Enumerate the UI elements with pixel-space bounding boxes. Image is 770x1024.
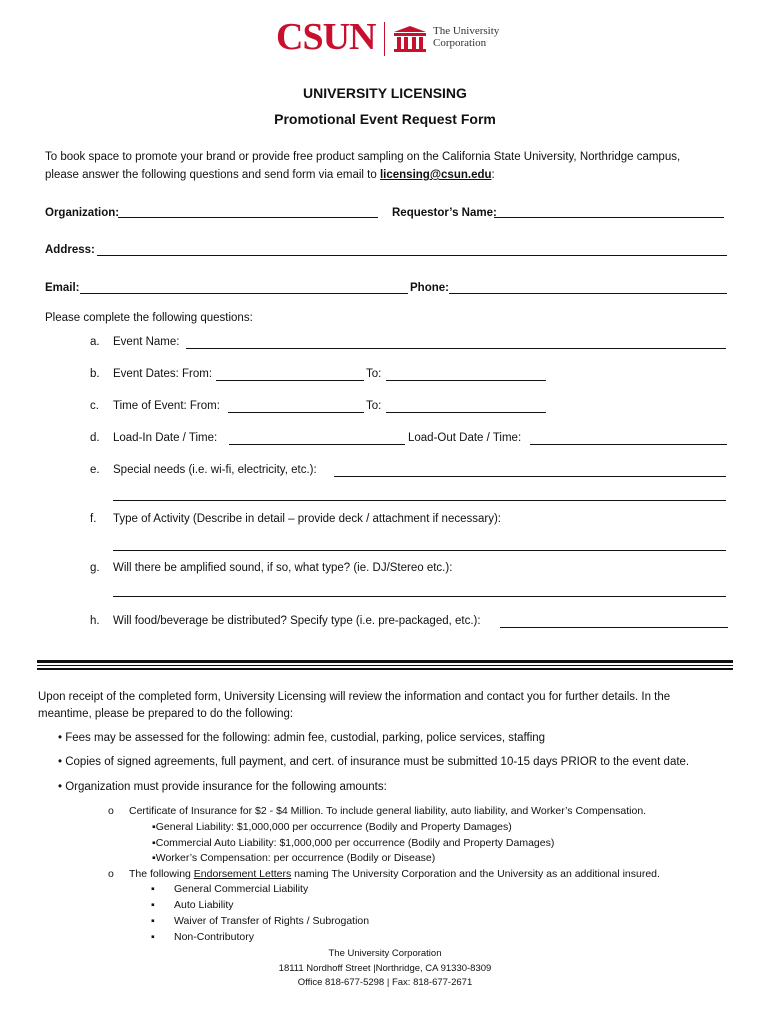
- square-bullet-icon: ▪: [152, 852, 156, 864]
- intro-line-1: To book space to promote your brand or provide free product sampling on the California State University, Northridge campus,: [45, 151, 681, 163]
- section-divider-thin: [37, 665, 733, 666]
- question-g-letter: g.: [90, 562, 100, 574]
- bullet-icon: •: [58, 781, 66, 793]
- endorsement-item: Non-Contributory: [174, 931, 254, 943]
- question-e-text: Special needs (i.e. wi-fi, electricity, etc.):: [113, 464, 317, 476]
- load-in-field[interactable]: [229, 444, 405, 445]
- event-date-from-field[interactable]: [216, 380, 364, 381]
- phone-field[interactable]: [449, 293, 727, 294]
- amplified-sound-field[interactable]: [113, 596, 726, 597]
- page-title: UNIVERSITY LICENSING: [303, 85, 467, 101]
- sub-item-workers: ▪Worker’s Compensation: per occurrence (Bodily or Disease): [152, 852, 436, 864]
- question-d-text: Load-In Date / Time:: [113, 432, 218, 444]
- question-c-to: To:: [366, 400, 382, 412]
- organization-label: Organization:: [45, 207, 120, 219]
- sub-bullet-icon: o: [108, 868, 114, 880]
- square-bullet-icon: ▪: [151, 899, 155, 911]
- bullet-insurance: • Organization must provide insurance for the following amounts:: [58, 781, 387, 793]
- special-needs-field-2[interactable]: [113, 500, 726, 501]
- special-needs-field[interactable]: [334, 476, 726, 477]
- questions-intro: Please complete the following questions:: [45, 312, 253, 324]
- corporation-logo-text: The University Corporation: [433, 25, 500, 49]
- question-h-letter: h.: [90, 615, 100, 627]
- address-field[interactable]: [97, 255, 727, 256]
- sub-item-auto: ▪Commercial Auto Liability: $1,000,000 per occurrence (Bodily and Property Damages): [152, 837, 555, 849]
- event-date-to-field[interactable]: [386, 380, 546, 381]
- requestor-field[interactable]: [494, 217, 724, 218]
- question-a-letter: a.: [90, 336, 100, 348]
- email-link[interactable]: licensing@csun.edu: [379, 169, 492, 181]
- event-name-field[interactable]: [186, 348, 726, 349]
- section-divider: [37, 660, 733, 663]
- question-b-text: Event Dates: From:: [113, 368, 213, 380]
- intro-line-2: please answer the following questions and send form via email to licensing@csun.edu:: [45, 169, 495, 181]
- email-field[interactable]: [80, 293, 408, 294]
- question-g-text: Will there be amplified sound, if so, what type? (ie. DJ/Stereo etc.):: [113, 562, 453, 574]
- question-b-letter: b.: [90, 368, 100, 380]
- activity-type-field[interactable]: [113, 550, 726, 551]
- question-d-letter: d.: [90, 432, 100, 444]
- square-bullet-icon: ▪: [151, 915, 155, 927]
- load-out-field[interactable]: [530, 444, 727, 445]
- food-beverage-field[interactable]: [500, 627, 728, 628]
- question-h-text: Will food/beverage be distributed? Specify type (i.e. pre-packaged, etc.):: [113, 615, 481, 627]
- square-bullet-icon: ▪: [152, 821, 156, 833]
- question-f-letter: f.: [90, 513, 97, 525]
- footer-contact: Office 818-677-5298 | Fax: 818-677-2671: [297, 977, 473, 988]
- bullet-icon: •: [58, 732, 66, 744]
- endorsement-item: Auto Liability: [174, 899, 234, 911]
- csun-logo: CSUN: [276, 16, 376, 58]
- question-b-to: To:: [366, 368, 382, 380]
- question-e-letter: e.: [90, 464, 100, 476]
- square-bullet-icon: ▪: [151, 883, 155, 895]
- question-c-letter: c.: [90, 400, 99, 412]
- bullet-fees: • Fees may be assessed for the following: admin fee, custodial, parking, police services, staffing: [58, 732, 546, 744]
- endorsement-text: The following Endorsement Letters naming The University Corporation and the University as an additional insured.: [129, 868, 660, 880]
- square-bullet-icon: ▪: [152, 837, 156, 849]
- bullet-agreements: • Copies of signed agreements, full payment, and cert. of insurance must be submitted 10-15 days PRIOR to the event date.: [58, 756, 690, 768]
- address-label: Address:: [45, 244, 95, 256]
- endorsement-item: Waiver of Transfer of Rights / Subrogation: [174, 915, 370, 927]
- logo-divider: [384, 22, 385, 56]
- event-time-from-field[interactable]: [228, 412, 364, 413]
- square-bullet-icon: ▪: [151, 931, 155, 943]
- requestor-label: Requestor’s Name:: [392, 207, 497, 219]
- endorsement-letters-link[interactable]: Endorsement Letters: [193, 868, 292, 880]
- building-icon: [394, 26, 426, 52]
- sub-bullet-icon: o: [108, 805, 114, 817]
- question-a-text: Event Name:: [113, 336, 180, 348]
- email-label: Email:: [45, 282, 80, 294]
- question-d-loadout: Load-Out Date / Time:: [408, 432, 522, 444]
- form-subtitle: Promotional Event Request Form: [274, 111, 496, 127]
- footer-address: 18111 Nordhoff Street |Northridge, CA 91330-8309: [278, 963, 492, 974]
- sub-item-general: ▪General Liability: $1,000,000 per occurrence (Bodily and Property Damages): [152, 821, 512, 833]
- phone-label: Phone:: [410, 282, 449, 294]
- certificate-text: Certificate of Insurance for $2 - $4 Million. To include general liability, auto liability, and Worker’s Compensation.: [129, 805, 647, 817]
- review-line-2: meantime, please be prepared to do the following:: [38, 708, 294, 720]
- bullet-icon: •: [58, 756, 66, 768]
- event-time-to-field[interactable]: [386, 412, 546, 413]
- footer-org: The University Corporation: [328, 948, 442, 959]
- review-line-1: Upon receipt of the completed form, University Licensing will review the information and contact you for further details. In the: [38, 691, 671, 703]
- endorsement-item: General Commercial Liability: [174, 883, 309, 895]
- question-c-text: Time of Event: From:: [113, 400, 220, 412]
- organization-field[interactable]: [118, 217, 378, 218]
- section-divider-bottom: [37, 668, 733, 670]
- question-f-text: Type of Activity (Describe in detail – provide deck / attachment if necessary):: [113, 513, 501, 525]
